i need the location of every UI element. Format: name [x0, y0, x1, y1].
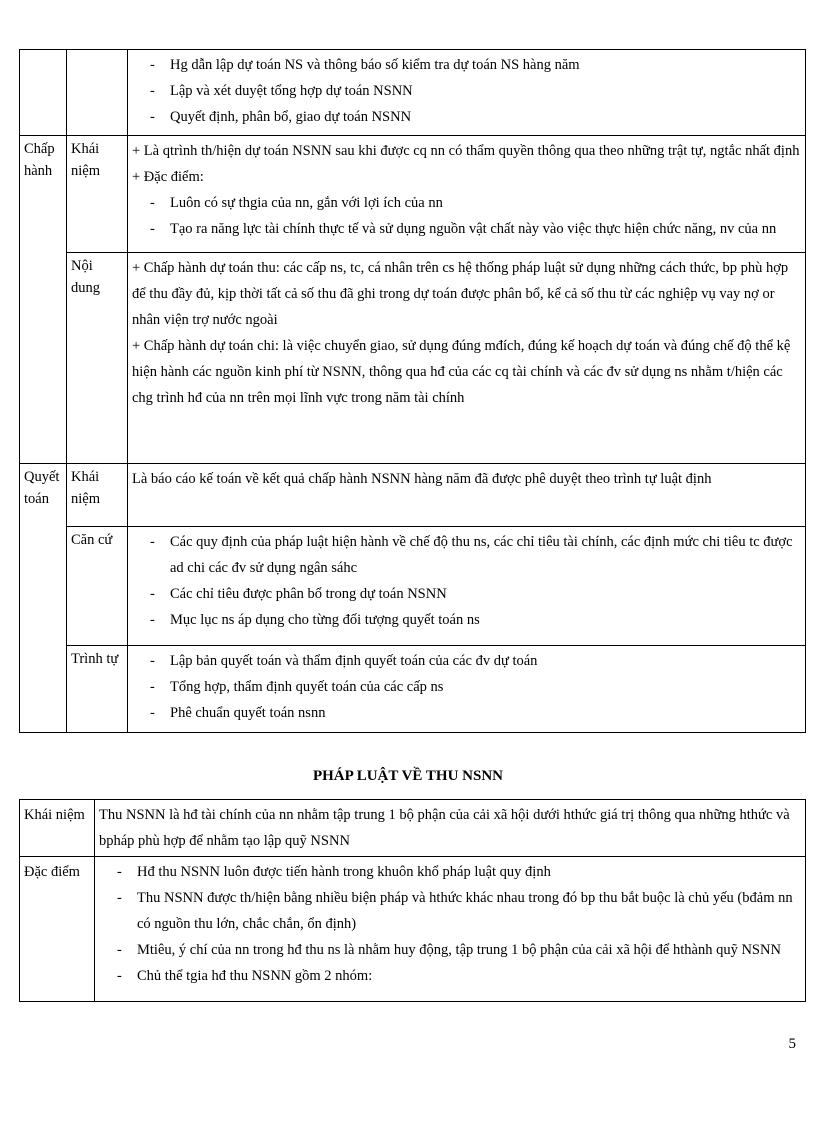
- sub-label: Khái niệm: [67, 136, 128, 253]
- sub-label: Nội dung: [67, 253, 128, 464]
- content-cell: [128, 50, 806, 136]
- list-item: - Tạo ra năng lực tài chính thực tế và sử dụng nguồn vật chất này vào việc thực hiện chức năng, nv của nn: [132, 216, 801, 242]
- sub-label: Căn cứ: [67, 527, 128, 646]
- list-item: - Tổng hợp, thẩm định quyết toán của các cấp ns: [132, 674, 801, 700]
- section-title: PHÁP LUẬT VỀ THU NSNN: [312, 768, 504, 784]
- table-row: [20, 800, 806, 857]
- row-label: Đặc điểm: [20, 857, 95, 1002]
- budget-process-table: [19, 49, 806, 733]
- bullet-list: [132, 190, 801, 242]
- bullet-list: [99, 859, 801, 989]
- content-cell: [128, 253, 806, 464]
- table-row: [20, 50, 806, 136]
- table-row: [20, 527, 806, 646]
- list-item: - Quyết định, phân bổ, giao dự toán NSNN: [132, 104, 801, 130]
- table-row: [20, 857, 806, 1002]
- list-item: - Hđ thu NSNN luôn được tiến hành trong khuôn khổ pháp luật quy định: [99, 859, 801, 885]
- list-item: - Hg dẫn lập dự toán NS và thông báo số kiểm tra dự toán NS hàng năm: [132, 52, 801, 78]
- list-item: - Các quy định của pháp luật hiện hành về chế độ thu ns, các chỉ tiêu tài chính, các định mức chi tiêu tc được ad chi các đv sử dụng ngân sáhc: [132, 529, 801, 581]
- list-item: - Phê chuẩn quyết toán nsnn: [132, 700, 801, 726]
- table-row: [20, 646, 806, 733]
- list-item: - Các chỉ tiêu được phân bổ trong dự toán NSNN: [132, 581, 801, 607]
- bullet-list: [132, 52, 801, 130]
- list-item: - Chủ thể tgia hđ thu NSNN gồm 2 nhóm:: [99, 963, 801, 989]
- list-item: - Lập bản quyết toán và thẩm định quyết toán của các đv dự toán: [132, 648, 801, 674]
- section-label-chap-hanh: Chấp hành: [20, 136, 67, 464]
- row-label: Khái niệm: [20, 800, 95, 857]
- bullet-list: [132, 648, 801, 726]
- list-item: - Mtiêu, ý chí của nn trong hđ thu ns là nhằm huy động, tập trung 1 bộ phận của cải xã hội để hthành quỹ NSNN: [99, 937, 801, 963]
- list-item: - Thu NSNN được th/hiện bằng nhiều biện pháp và hthức khác nhau trong đó bp thu bắt buộc là chủ yếu (bđảm nn có nguồn thu lớn, chắc chắn, ổn định): [99, 885, 801, 937]
- content-cell: [128, 136, 806, 253]
- page-number: 5: [788, 1036, 796, 1052]
- paragraph: + Là qtrình th/hiện dự toán NSNN sau khi được cq nn có thẩm quyền thông qua theo những trật tự, ngtắc nhất định: [132, 143, 800, 159]
- paragraph: + Đặc điểm:: [132, 169, 204, 185]
- table-row: [20, 253, 806, 464]
- section-label-quyet-toan: Quyết toán: [20, 464, 67, 733]
- sub-label: Khái niệm: [67, 464, 128, 527]
- table-row: [20, 136, 806, 253]
- empty-cell: [20, 50, 67, 136]
- content-cell: [128, 646, 806, 733]
- content-cell: Là báo cáo kế toán về kết quả chấp hành NSNN hàng năm đã được phê duyệt theo trình tự luật định: [128, 464, 806, 527]
- list-item: - Luôn có sự thgia của nn, gắn với lợi ích của nn: [132, 190, 801, 216]
- paragraph: + Chấp hành dự toán chi: là việc chuyển giao, sử dụng đúng mđích, đúng kế hoạch dự toán và đúng chế độ thể kệ hiện hành các nguồn kinh phí từ NSNN, thông qua hđ của các cq tài chính và các đv sử dụng ns nhằm t/hiện các chg trình hđ của nn trên mọi lĩnh vực trong năm tài chính: [132, 338, 791, 406]
- list-item: - Mục lục ns áp dụng cho từng đối tượng quyết toán ns: [132, 607, 801, 633]
- content-cell: [128, 527, 806, 646]
- revenue-law-table: [19, 799, 806, 1002]
- empty-cell: [67, 50, 128, 136]
- list-item: - Lập và xét duyệt tổng hợp dự toán NSNN: [132, 78, 801, 104]
- sub-label: Trình tự: [67, 646, 128, 733]
- content-cell: Thu NSNN là hđ tài chính của nn nhằm tập trung 1 bộ phận của cải xã hội dưới hthức giá trị thông qua những hthức và bpháp phù hợp để nhằm tạo lập quỹ NSNN: [95, 800, 806, 857]
- bullet-list: [132, 529, 801, 633]
- paragraph: + Chấp hành dự toán thu: các cấp ns, tc, cá nhân trên cs hệ thống pháp luật sử dụng những cách thức, bp phù hợp để thu đầy đủ, kịp thời tất cả số thu đã ghi trong dự toán được phân bổ, kể cả số thu từ các nghiệp vụ vay nợ or nhân viện trợ nước ngoài: [132, 260, 789, 328]
- table-row: [20, 464, 806, 527]
- content-cell: [95, 857, 806, 1002]
